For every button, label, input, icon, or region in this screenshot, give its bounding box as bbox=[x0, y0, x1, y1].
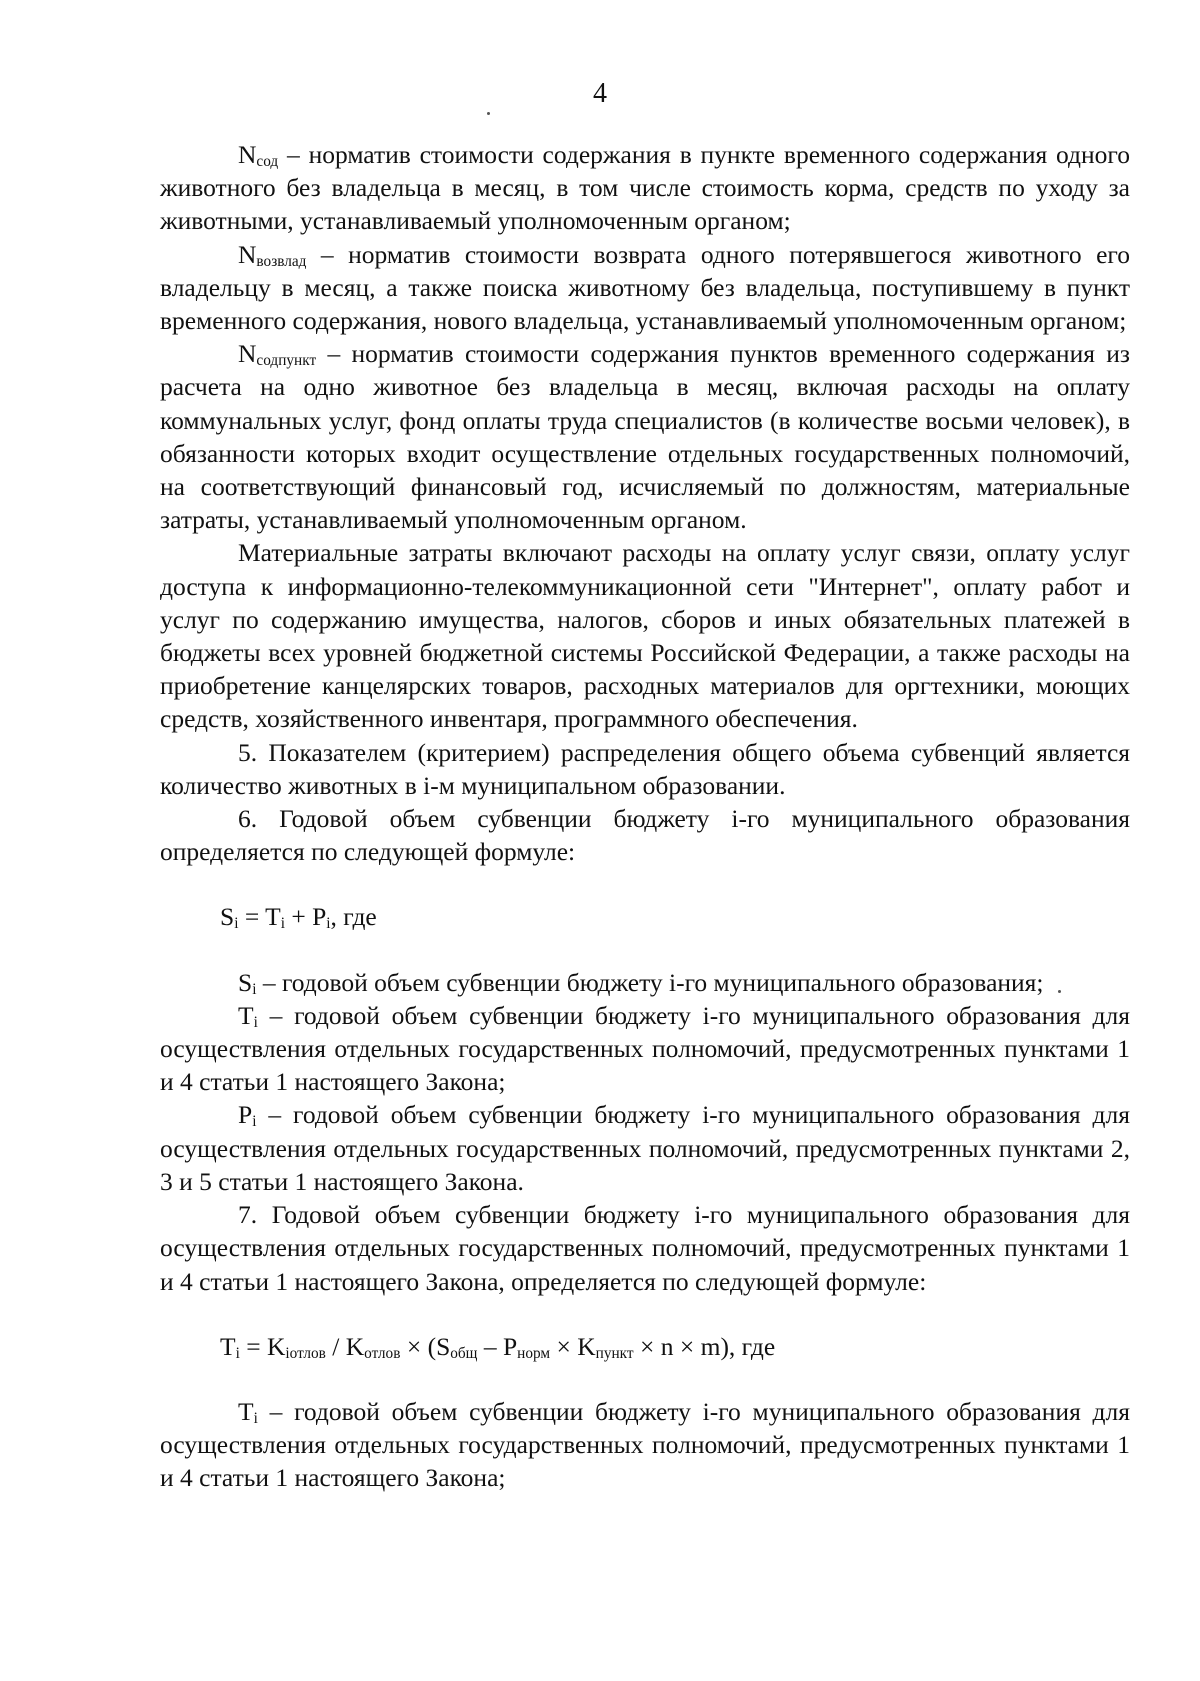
symbol: N bbox=[238, 339, 257, 369]
clause-5: 5. Показателем (критерием) распределения общего объема субвенций является количество животных в i-м муниципальном образовании. bbox=[160, 737, 1130, 800]
definition-text: – норматив стоимости содержания пунктов временного содержания из расчета на одно животное без владельца в месяц, включая расходы на оплату коммунальных услуг, фонд оплаты труда специалистов (в количестве восьми человек), в обязанности которых входит осуществление отдельных государственных полномочий, на соответствующий финансовый год, исчисляемый по должностям, материальные затраты, устанавливаемый уполномоченным органом. bbox=[160, 339, 1130, 535]
formula-t-i: $T_i = K_{iотлов} / K_{отлов} \times (S_{общ} - P_{норм} \times K_{пункт} \times n \times m)$, где bbox=[220, 1331, 776, 1362]
clause-7: 7. Годовой объем субвенции бюджету i-го муниципального образования для осуществления отдельных государственных полномочий, предусмотренных пунктами 1 и 4 статьи 1 настоящего Закона, определяется по следующей формуле: bbox=[160, 1200, 1130, 1296]
definition-s-i: $S_i$ – годовой объем субвенции бюджету i-го муниципального образования; bbox=[238, 967, 1044, 998]
clause-6: 6. Годовой объем субвенции бюджету i-го муниципального образования определяется по следующей формуле: bbox=[160, 804, 1130, 867]
document-body bbox=[160, 138, 1130, 1495]
definition-n-sodpunkt bbox=[160, 337, 1130, 536]
scan-speck bbox=[487, 112, 490, 115]
symbol: N bbox=[238, 140, 257, 169]
material-costs-paragraph: Материальные затраты включают расходы на оплату услуг связи, оплату услуг доступа к информационно-телекоммуникационной сети "Интернет", оплату работ и услуг по содержанию имущества, налогов, сборов и иных обязательных платежей в бюджеты всех уровней бюджетной системы Российской Федерации, а также расходы на приобретение канцелярских товаров, расходных материалов для оргтехники, моющих средств, хозяйственного инвентаря, программного обеспечения. bbox=[160, 538, 1130, 734]
symbol-subscript: содпункт bbox=[256, 352, 317, 370]
definition-text: – норматив стоимости возврата одного потерявшегося животного его владельцу в месяц, а также поиска животному без владельца, поступившему в пункт временного содержания, нового владельца, устанавливаемый уполномоченным органом; bbox=[160, 239, 1130, 336]
definition-n-vozvlad bbox=[160, 238, 1130, 338]
page-number: 4 bbox=[593, 78, 607, 109]
scan-speck bbox=[1058, 990, 1061, 993]
symbol-subscript: возвлад bbox=[256, 252, 307, 270]
definition-text: – норматив стоимости содержания в пункте временного содержания одного животного без владельца в месяц, в том числе стоимость корма, средств по уходу за животными, устанавливаемый уполномоченным органом; bbox=[160, 140, 1130, 236]
definition-n-sod bbox=[160, 138, 1130, 238]
symbol: N bbox=[238, 239, 257, 269]
formula-s-i: $S_i = T_i + P_i$, где bbox=[220, 902, 377, 933]
symbol-subscript: сод bbox=[256, 153, 279, 170]
definition-t-i-repeat: $T_i$ – годовой объем субвенции бюджету i-го муниципального образования для осуществления отдельных государственных полномочий, предусмотренных пунктами 1 и 4 статьи 1 настоящего Закона; bbox=[160, 1396, 1130, 1493]
definition-t-i: $T_i$ – годовой объем субвенции бюджету i-го муниципального образования для осуществления отдельных государственных полномочий, предусмотренных пунктами 1 и 4 статьи 1 настоящего Закона; bbox=[160, 1000, 1130, 1097]
definition-p-i: $P_i$ – годовой объем субвенции бюджету i-го муниципального образования для осуществления отдельных государственных полномочий, предусмотренных пунктами 2, 3 и 5 статьи 1 настоящего Закона. bbox=[160, 1100, 1130, 1196]
